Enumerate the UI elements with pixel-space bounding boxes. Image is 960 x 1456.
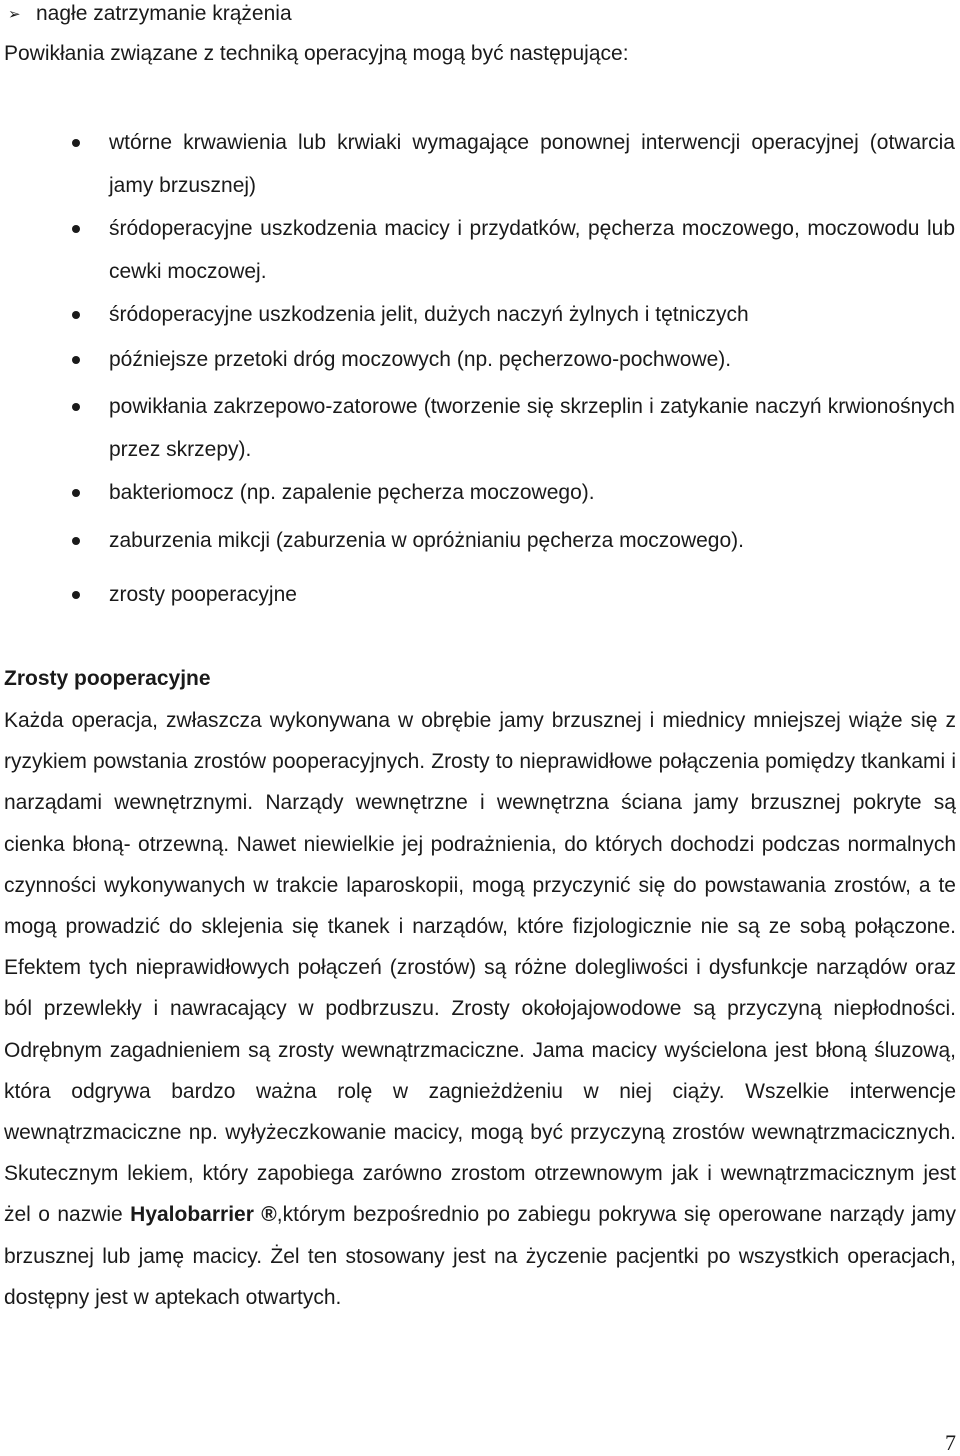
list-item-text: śródoperacyjne uszkodzenia macicy i przydatków, pęcherza moczowego, moczowodu lub cewki moczowej.	[109, 217, 955, 283]
bullet-icon	[72, 489, 80, 497]
list-item-text: wtórne krwawienia lub krwiaki wymagające ponownej interwencji operacyjnej (otwarcia jamy brzusznej)	[109, 131, 955, 197]
bullet-icon	[72, 311, 80, 319]
intro-sentence: Powikłania związane z techniką operacyjną mogą być następujące:	[4, 42, 629, 65]
page-number: 7	[945, 1430, 956, 1455]
bullet-icon	[72, 225, 80, 233]
list-item-text: późniejsze przetoki dróg moczowych (np. pęcherzowo-pochwowe).	[109, 348, 732, 371]
bullet-icon	[72, 356, 80, 364]
paragraph-text: Każda operacja, zwłaszcza wykonywana w obrębie jamy brzusznej i miednicy mniejszej wiąże się z ryzykiem powstania zrostów pooperacyjnych. Zrosty to nieprawidłowe połączenia pomiędzy tkankami i narządami wewnętrznymi. Narządy wewnętrzne i wewnętrzna ściana jamy brzusznej pokryte są cienka błoną- otrzewną. Nawet niewielkie jej podrażnienia, do których dochodzi podczas normalnych czynności wykonywanych w trakcie laparoskopii, mogą przyczynić się do powstawania zrostów, a te mogą prowadzić do sklejenia się tkanek i narządów, które fizjologicznie nie są ze sobą połączone. Efektem tych nieprawidłowych połączeń (zrostów) są różne dolegliwości i dysfunkcje narządów oraz ból przewlekły i nawracający w podbrzuszu. Zrosty okołojajowodowe są przyczyną niepłodności. Odrębnym zagadnieniem są zrosty wewnątrzmaciczne. Jama macicy wyścielona jest błoną śluzową, która odgrywa bardzo ważna rolę w zagnieżdżeniu w niej ciąży. Wszelkie interwencje wewnątrzmaciczne np. wyłyżeczkowanie macicy, mogą być przyczyną zrostów wewnątrzmacicznych. Skutecznym lekiem, który zapobiega zarówno zrostom otrzewnowym jak i wewnątrzmacicznym jest żel o nazwie	[4, 709, 956, 1227]
bullet-icon	[72, 139, 80, 147]
list-item-text: powikłania zakrzepowo-zatorowe (tworzenie się skrzeplin i zatykanie naczyń krwionośnych przez skrzepy).	[109, 395, 955, 461]
section-heading: Zrosty pooperacyjne	[4, 667, 211, 690]
bullet-icon	[72, 403, 80, 411]
list-item-text: śródoperacyjne uszkodzenia jelit, dużych naczyń żylnych i tętniczych	[109, 303, 749, 326]
list-item-text: zaburzenia mikcji (zaburzenia w opróżnianiu pęcherza moczowego).	[109, 529, 744, 552]
product-name: Hyalobarrier ®	[130, 1203, 277, 1227]
paragraph-text: ,którym bezpośrednio po zabiegu pokrywa się operowane narządy jamy brzusznej lub jamę macicy. Żel ten stosowany jest na życzenie pacjentki po wszystkich operacjach, dostępny jest w aptekach otwartych.	[4, 1203, 956, 1309]
arrow-bullet-icon: ➢	[8, 6, 21, 23]
body-paragraph	[4, 700, 956, 1318]
list-item-text: nagłe zatrzymanie krążenia	[36, 2, 292, 25]
list-item-text: bakteriomocz (np. zapalenie pęcherza moczowego).	[109, 481, 595, 504]
bullet-icon	[72, 537, 80, 545]
list-item-text: zrosty pooperacyjne	[109, 583, 297, 606]
bullet-icon	[72, 591, 80, 599]
list-item-arrow	[8, 0, 292, 28]
